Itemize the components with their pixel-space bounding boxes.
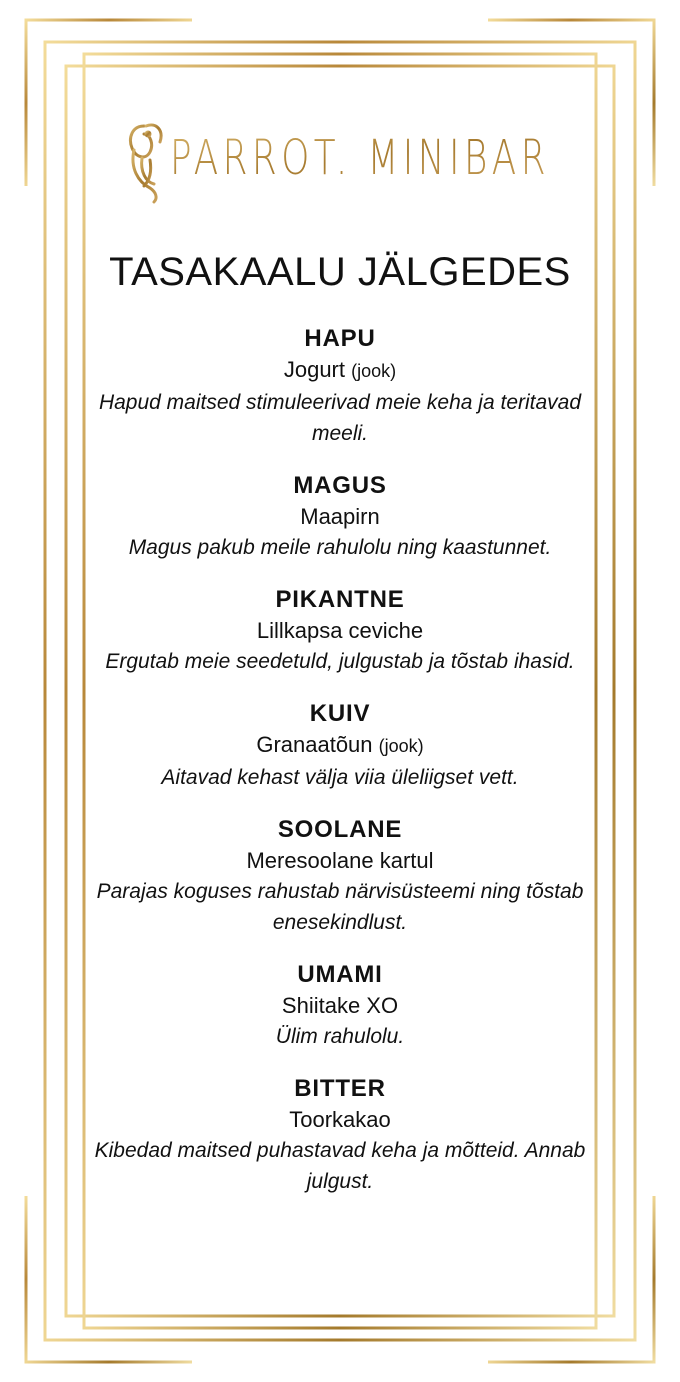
section-description: Ülim rahulolu. xyxy=(275,1025,405,1048)
section-item xyxy=(80,990,600,1021)
section-heading: SOOLANE xyxy=(277,816,403,843)
section-description: Hapud maitsed stimuleerivad meie keha ja teritavad meeli. xyxy=(98,391,582,445)
menu-section xyxy=(80,324,600,449)
section-description: Magus pakub meile rahulolu ning kaastunnet. xyxy=(128,536,552,559)
section-item xyxy=(80,501,600,532)
section-heading: HAPU xyxy=(304,325,376,352)
menu-section xyxy=(80,699,600,793)
menu-section xyxy=(80,815,600,938)
menu-section xyxy=(80,471,600,563)
section-heading: KUIV xyxy=(309,700,371,727)
section-item xyxy=(80,354,600,387)
section-item xyxy=(80,615,600,646)
item-note: (jook) xyxy=(378,736,424,756)
section-heading: MAGUS xyxy=(293,472,387,499)
item-name: Toorkakao xyxy=(289,1107,391,1132)
menu-content xyxy=(80,246,600,1219)
item-name: Maapirn xyxy=(300,504,380,529)
menu-section xyxy=(80,960,600,1052)
section-description: Aitavad kehast välja viia üleliigset vett. xyxy=(161,766,519,789)
brand-logo xyxy=(120,112,560,204)
item-name: Meresoolane kartul xyxy=(246,848,434,873)
parrot-icon xyxy=(131,125,162,202)
item-name: Lillkapsa ceviche xyxy=(256,618,424,643)
section-description: Parajas koguses rahustab närvisüsteemi ning tõstab enesekindlust. xyxy=(96,880,584,934)
section-item xyxy=(80,729,600,762)
brand-name: PARROT. MINIBAR xyxy=(170,130,550,186)
section-item xyxy=(80,1104,600,1135)
section-heading: PIKANTNE xyxy=(275,586,405,613)
item-name: Shiitake XO xyxy=(281,993,399,1018)
section-item xyxy=(80,845,600,876)
section-heading: BITTER xyxy=(294,1075,386,1102)
menu-section xyxy=(80,585,600,677)
item-note: (jook) xyxy=(351,361,397,381)
menu-section xyxy=(80,1074,600,1197)
section-description: Kibedad maitsed puhastavad keha ja mõtteid. Annab julgust. xyxy=(94,1139,586,1193)
menu-title: TASAKAALU JÄLGEDES xyxy=(109,250,571,294)
item-name: Granaatõun xyxy=(256,732,373,757)
item-name: Jogurt xyxy=(283,357,345,382)
section-description: Ergutab meie seedetuld, julgustab ja tõstab ihasid. xyxy=(105,650,575,673)
section-heading: UMAMI xyxy=(297,961,383,988)
